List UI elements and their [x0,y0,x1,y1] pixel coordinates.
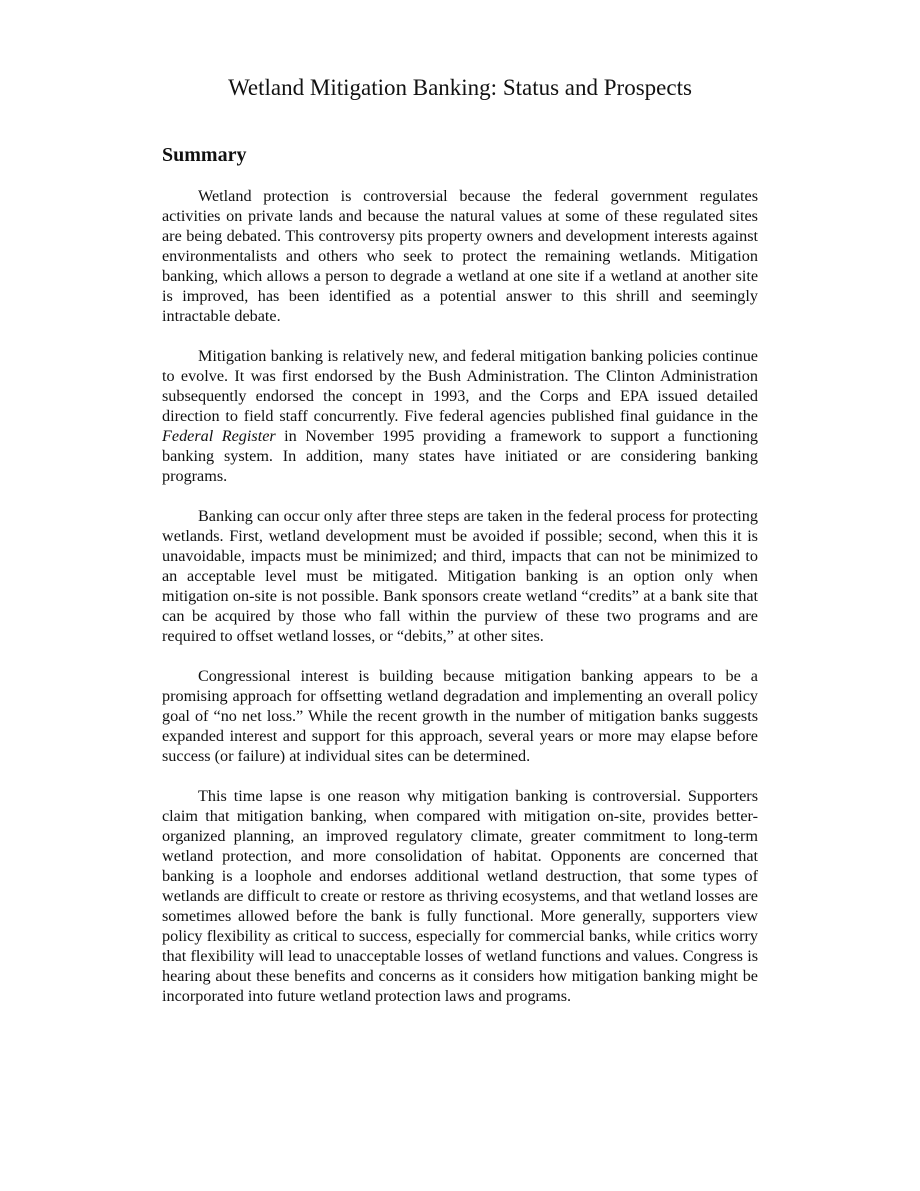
section-heading-summary: Summary [162,144,247,166]
paragraph-3: Banking can occur only after three steps are taken in the federal process for protecting wetlands. First, wetland development must be avoided if possible; second, when this it is unavoidable, impacts must be minimized; and third, impacts that can not be minimized to an acceptable level must be mitigated. Mitigation banking is an option only when mitigation on-site is not possible. Bank sponsors create wetland “credits” at a bank site that can be acquired by those who fall within the purview of these two programs and are required to offset wetland losses, or “debits,” at other sites. [162,507,758,645]
federal-register-citation: Federal Register [162,427,276,445]
paragraph-5: This time lapse is one reason why mitigation banking is controversial. Supporters claim that mitigation banking, when compared with mitigation on-site, provides better-organized planning, an improved regulatory climate, greater commitment to long-term wetland protection, and more consolidation of habitat. Opponents are concerned that banking is a loophole and endorses additional wetland destruction, that some types of wetlands are difficult to create or restore as thriving ecosystems, and that wetland losses are sometimes allowed before the bank is fully functional. More generally, supporters view policy flexibility as critical to success, especially for commercial banks, while critics worry that flexibility will lead to unacceptable losses of wetland functions and values. Congress is hearing about these benefits and concerns as it considers how mitigation banking might be incorporated into future wetland protection laws and programs. [162,787,758,1005]
document-title: Wetland Mitigation Banking: Status and Prospects [228,75,692,100]
paragraph-2-text-before: Mitigation banking is relatively new, and federal mitigation banking policies continue to evolve. It was first endorsed by the Bush Administration. The Clinton Administration subsequently endorsed the concept in 1993, and the Corps and EPA issued detailed direction to field staff concurrently. Five federal agencies published final guidance in the [162,347,758,425]
paragraph-2-text-after: in November 1995 providing a framework to support a functioning banking system. In addition, many states have initiated or are considering banking programs. [162,427,759,485]
paragraph-4: Congressional interest is building because mitigation banking appears to be a promising approach for offsetting wetland degradation and implementing an overall policy goal of “no net loss.” While the recent growth in the number of mitigation banks suggests expanded interest and support for this approach, several years or more may elapse before success (or failure) at individual sites can be determined. [162,667,758,765]
summary-body [162,186,758,1026]
paragraph-1: Wetland protection is controversial because the federal government regulates activities on private lands and because the natural values at some of these regulated sites are being debated. This controversy pits property owners and development interests against environmentalists and others who seek to protect the remaining wetlands. Mitigation banking, which allows a person to degrade a wetland at one site if a wetland at another site is improved, has been identified as a potential answer to this shrill and seemingly intractable debate. [162,187,758,325]
paragraph-2 [162,346,758,486]
